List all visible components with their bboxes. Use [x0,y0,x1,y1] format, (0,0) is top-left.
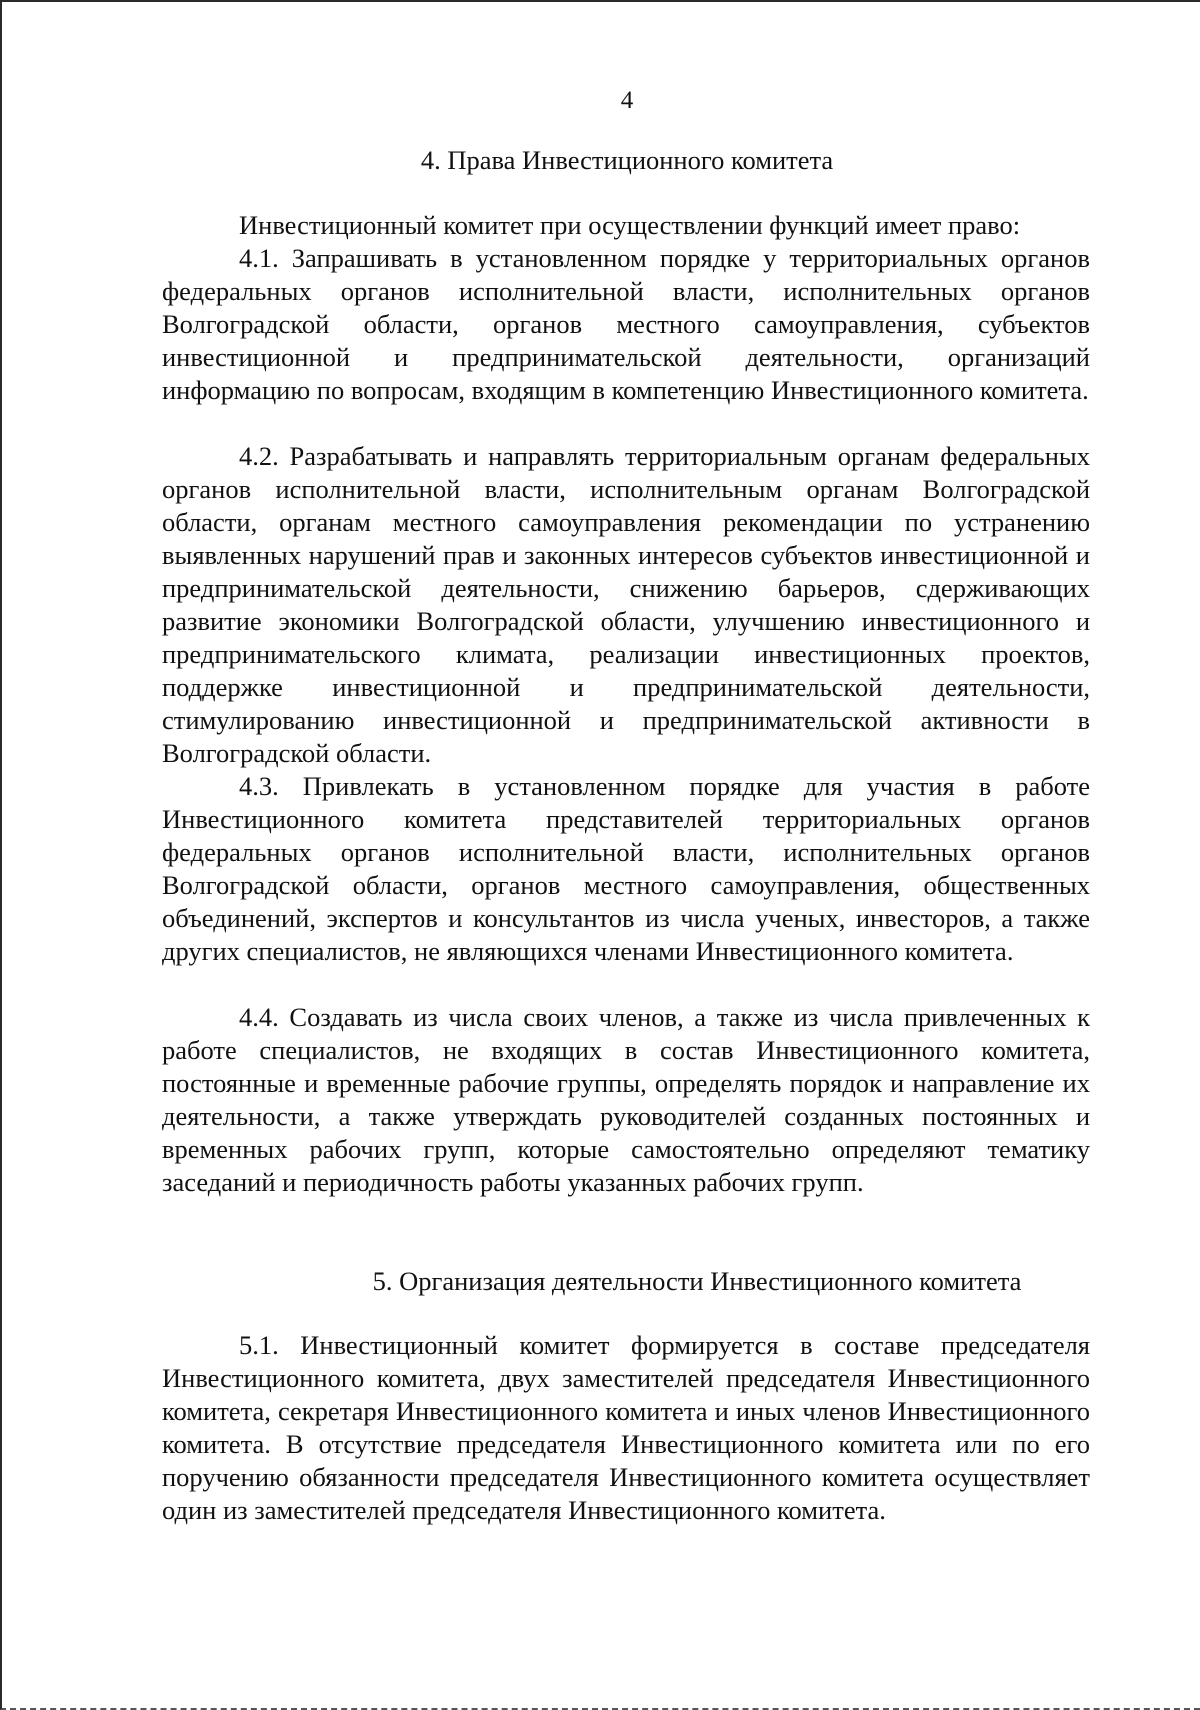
clause-text: 5.1. Инвестиционный комитет формируется в составе председателя Инвестиционного комитета, двух заместителей председателя Инвестиционного комитета, секретаря Инвестиционного комитета и иных членов Инвестиционного комитета. В отсутствие председателя Инвестиционного комитета или по его поручению обязанности председателя Инвестиционного комитета осуществляет один из заместителей председателя Инвестиционного комитета. [162,1330,1090,1525]
section-4-heading: 4. Права Инвестиционного комитета [420,145,834,175]
clause-text: 4.3. Привлекать в установленном порядке для участия в работе Инвестиционного комитета представителей территориальных органов федеральных органов исполнительной власти, исполнительных органов Волгоградской области, органов местного самоуправления, общественных объединений, экспертов и консультантов из числа ученых, инвесторов, а также других специалистов, не являющихся членами Инвестиционного комитета. [162,771,1090,966]
section-5-heading: 5. Организация деятельности Инвестиционного комитета [372,1266,1022,1296]
clause-text: 4.1. Запрашивать в установленном порядке у территориальных органов федеральных органов исполнительной власти, исполнительных органов Волгоградской области, органов местного самоуправления, субъектов инвестиционной и предпринимательской деятельности, организаций информацию по вопросам, входящим в компетенцию Инвестиционного комитета. [162,243,1090,405]
section-4-intro: Инвестиционный комитет при осуществлении функций имеет право: [239,210,1021,240]
clause-5-1 [162,1329,1090,1527]
clause-4-2 [162,440,1090,770]
clause-text: 4.2. Разрабатывать и направлять территориальным органам федеральных органов исполнительной власти, исполнительным органам Волгоградской области, органам местного самоуправления рекомендации по устранению выявленных нарушений прав и законных интересов субъектов инвестиционной и предпринимательской деятельности, снижению барьеров, сдерживающих развитие экономики Волгоградской области, улучшению инвестиционного и предпринимательского климата, реализации инвестиционных проектов, поддержке инвестиционной и предпринимательской деятельности, стимулированию инвестиционной и предпринимательской активности в Волгоградской области. [162,441,1090,768]
clause-4-1 [162,242,1090,407]
clause-4-3 [162,770,1090,968]
clause-text: 4.4. Создавать из числа своих членов, а также из числа привлеченных к работе специалистов, не входящих в состав Инвестиционного комитета, постоянные и временные рабочие группы, определять порядок и направление их деятельности, а также утверждать руководителей созданных постоянных и временных рабочих групп, которые самостоятельно определяют тематику заседаний и периодичность работы указанных рабочих групп. [162,1002,1090,1197]
page-number: 4 [620,87,634,114]
clause-4-4 [162,1001,1090,1199]
